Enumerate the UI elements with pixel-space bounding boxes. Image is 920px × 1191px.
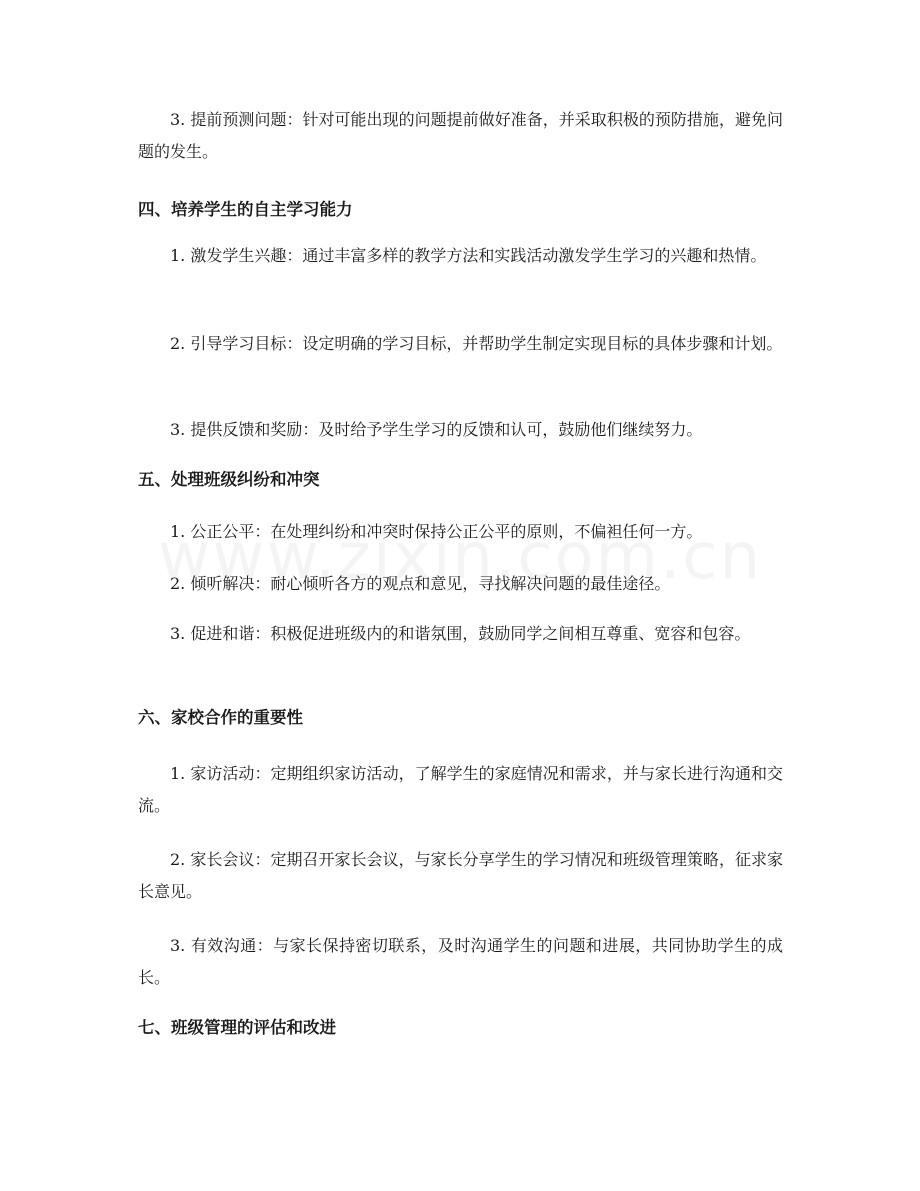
paragraph-6-1: 1. 家访活动：定期组织家访活动，了解学生的家庭情况和需求，并与家长进行沟通和交流。 <box>138 764 783 815</box>
section-heading-6: 六、家校合作的重要性 <box>138 708 303 727</box>
section-heading-7: 七、班级管理的评估和改进 <box>138 1018 336 1037</box>
section-heading-5: 五、处理班级纠纷和冲突 <box>138 470 320 489</box>
paragraph-4-3: 3. 提供反馈和奖励：及时给予学生学习的反馈和认可，鼓励他们继续努力。 <box>170 420 703 439</box>
paragraph-3-predict-problems: 3. 提前预测问题：针对可能出现的问题提前做好准备，并采取积极的预防措施，避免问题的发生。 <box>138 110 783 161</box>
paragraph-5-2: 2. 倾听解决：耐心倾听各方的观点和意见，寻找解决问题的最佳途径。 <box>170 574 671 593</box>
section-heading-4: 四、培养学生的自主学习能力 <box>138 200 353 219</box>
paragraph-6-2: 2. 家长会议：定期召开家长会议，与家长分享学生的学习情况和班级管理策略，征求家长意见。 <box>138 850 783 901</box>
paragraph-6-3: 3. 有效沟通：与家长保持密切联系，及时沟通学生的问题和进展，共同协助学生的成长。 <box>138 936 783 987</box>
paragraph-5-1: 1. 公正公平：在处理纠纷和冲突时保持公正公平的原则，不偏袒任何一方。 <box>170 522 703 541</box>
paragraph-5-3: 3. 促进和谐：积极促进班级内的和谐氛围，鼓励同学之间相互尊重、宽容和包容。 <box>170 624 751 643</box>
paragraph-4-2: 2. 引导学习目标：设定明确的学习目标，并帮助学生制定实现目标的具体步骤和计划。 <box>170 334 783 353</box>
paragraph-4-1: 1. 激发学生兴趣：通过丰富多样的教学方法和实践活动激发学生学习的兴趣和热情。 <box>170 246 767 265</box>
